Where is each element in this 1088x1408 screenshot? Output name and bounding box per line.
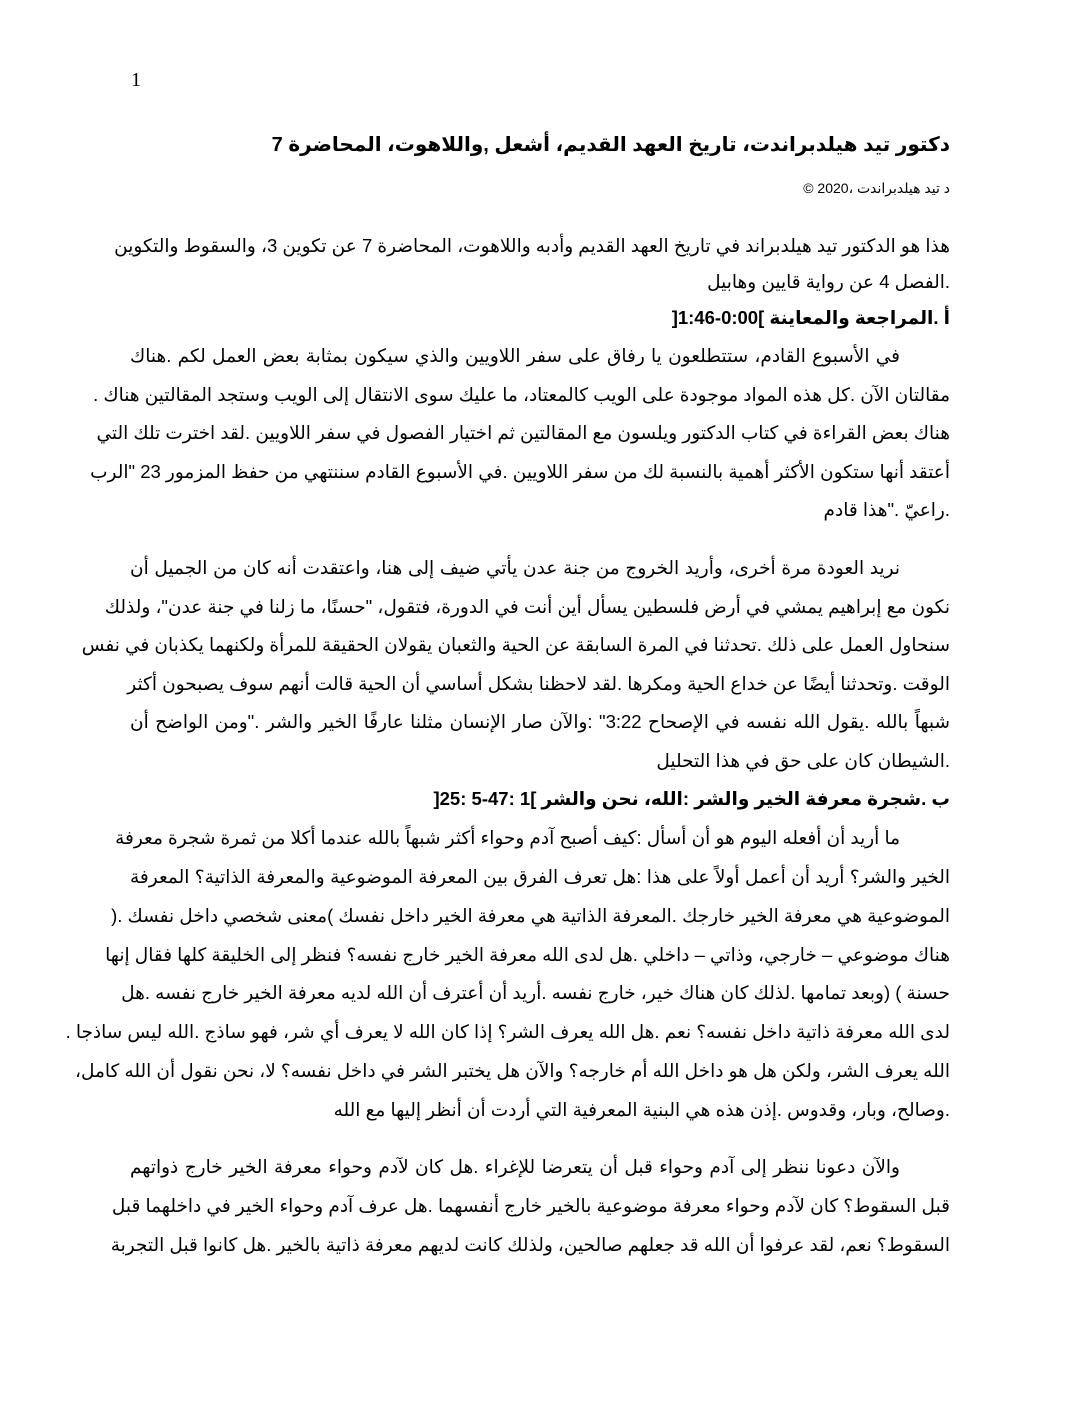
paragraph-line: في الأسبوع القادم، ستتطلعون يا رفاق على سفر اللاويين والذي سيكون بمثابة بعض العمل لكم .هناك — [130, 345, 900, 366]
paragraph-line: هناك موضوعي – خارجي، وذاتي – داخلي .هل لدى الله معرفة الخير خارج نفسه؟ فنظر إلى الخليقة كلها فقال إنها — [105, 944, 950, 965]
paragraph-line: نكون مع إبراهيم يمشي في أرض فلسطين يسأل أين أنت في الدورة، فتقول، "حسنًا، ما زلنا في جنة عدن"، ولذلك — [104, 596, 950, 617]
paragraph-line: شبهاً بالله .يقول الله نفسه في الإصحاح 3:22" :والآن صار الإنسان مثلنا عارفًا الخير والشر ."ومن الواضح أن — [130, 711, 950, 732]
paragraph-line: .الشيطان كان على حق في هذا التحليل — [656, 750, 950, 771]
paragraph-line: أعتقد أنها ستكون الأكثر أهمية بالنسبة لك من سفر اللاويين .في الأسبوع القادم سننتهي من حفظ المزمور 23 "الرب — [90, 461, 950, 482]
paragraph-line: والآن دعونا ننظر إلى آدم وحواء قبل أن يتعرضا للإغراء .هل كان لآدم وحواء معرفة الخير خارج ذواتهم — [130, 1156, 900, 1177]
paragraph-line: الله يعرف الشر، ولكن هل هو داخل الله أم خارجه؟ والآن هل يختبر الشر في داخل نفسه؟ لا، نحن نقول أن الله كامل، — [74, 1060, 950, 1081]
paragraph-line: قبل السقوط؟ كان لآدم وحواء معرفة موضوعية بالخير خارج أنفسهما .هل عرف آدم وحواء الخير في داخلهما قبل — [111, 1195, 950, 1216]
paragraph-line: هناك بعض القراءة في كتاب الدكتور ويلسون مع المقالتين ثم اختيار الفصول في سفر اللاويين .لقد اخترت تلك التي — [96, 422, 950, 443]
paragraph-line: لدى الله معرفة ذاتية داخل نفسه؟ نعم .هل الله يعرف الشر؟ إذا كان الله لا يعرف أي شر، فهو ساذج .الله ليس ساذجا . — [65, 1021, 950, 1042]
paragraph-line: الخير والشر؟ أريد أن أعمل أولاً على هذا :هل تعرف الفرق بين المعرفة الموضوعية والمعرفة الذاتية؟ المعرفة — [130, 866, 950, 887]
paragraph-line: ما أريد أن أفعله اليوم هو أن أسأل :كيف أصبح آدم وحواء أكثر شبهاً بالله عندما أكلا من ثمرة شجرة معرفة — [115, 827, 900, 848]
paragraph-line: مقالتان الآن .كل هذه المواد موجودة على الويب كالمعتاد، ما عليك سوى الانتقال إلى الويب وستجد المقالتين هناك . — [93, 384, 950, 405]
paragraph-line: حسنة ) (وبعد تمامها .لذلك كان هناك خير، خارج نفسه .أريد أن أعترف أن الله لديه معرفة الخير خارج نفسه .هل — [121, 982, 950, 1003]
paragraph-line: الموضوعية هي معرفة الخير خارجك .المعرفة الذاتية هي معرفة الخير داخل نفسك )معنى شخصي داخل نفسك .( — [111, 905, 950, 926]
paragraph-line: .راعيّ ."هذا قادم — [823, 499, 950, 520]
paragraph-line: الوقت .وتحدثنا أيضًا عن خداع الحية ومكرها .لقد لاحظنا بشكل أساسي أن الحية قالت أنهم سوف يصبحون أكثر — [127, 673, 950, 694]
copyright-line: د تيد هيلدبراندت ،2020 © — [803, 180, 950, 196]
section-a-heading: أ .المراجعة والمعاينة ]0:00-1:46[ — [671, 307, 950, 328]
section-b-heading: ب .شجرة معرفة الخير والشر :الله، نحن والشر ]1 :47-5 :25[ — [433, 788, 950, 809]
intro-line: .الفصل 4 عن رواية قايين وهابيل — [707, 271, 950, 292]
paragraph-line: .وصالح، وبار، وقدوس .إذن هذه هي البنية المعرفية التي أردت أن أنظر إليها مع الله — [333, 1099, 950, 1120]
document-title: دكتور تيد هيلدبراندت، تاريخ العهد القديم، أشعل ,واللاهوت، المحاضرة 7 — [271, 134, 950, 156]
paragraph-line: السقوط؟ نعم، لقد عرفوا أن الله قد جعلهم صالحين، ولذلك كانت لديهم معرفة ذاتية بالخير .هل كانوا قبل التجربة — [110, 1234, 950, 1255]
paragraph-line: سنحاول العمل على ذلك .تحدثنا في المرة السابقة عن الحية والثعبان يقولان الحقيقة للمرأة ولكنهما يكذبان في نفس — [81, 634, 950, 655]
intro-line: هذا هو الدكتور تيد هيلدبراند في تاريخ العهد القديم وأدبه واللاهوت، المحاضرة 7 عن تكوين 3، والسقوط والتكوين — [114, 235, 950, 256]
page-number: 1 — [131, 69, 141, 91]
paragraph-line: نريد العودة مرة أخرى، وأريد الخروج من جنة عدن يأتي ضيف إلى هنا، واعتقدت أنه كان من الجميل أن — [130, 557, 900, 578]
